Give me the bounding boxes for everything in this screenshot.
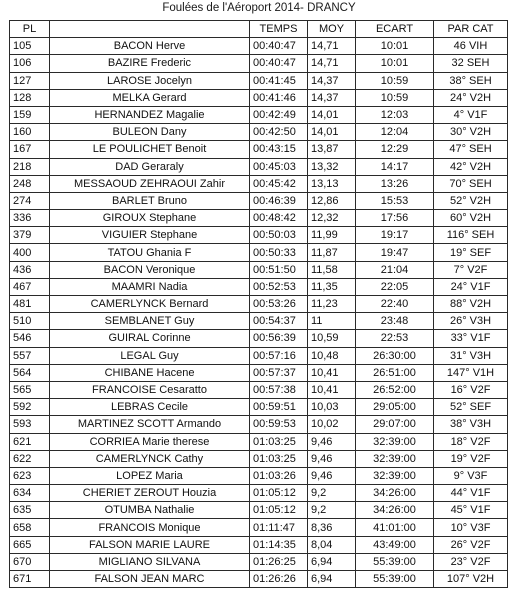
cell-moy: 8,04 xyxy=(308,536,356,553)
table-row xyxy=(10,330,508,347)
cell-ecart: 26:51:00 xyxy=(356,364,434,381)
table-row xyxy=(10,313,508,330)
cell-par-cat: 147° V1H xyxy=(434,364,508,381)
cell-ecart: 10:01 xyxy=(356,55,434,72)
cell-name: MESSAOUD ZEHRAOUI Zahir xyxy=(50,175,250,192)
cell-name: FALSON MARIE LAURE xyxy=(50,536,250,553)
cell-par-cat: 52° SEF xyxy=(434,399,508,416)
cell-temps: 00:40:47 xyxy=(250,38,308,55)
cell-moy: 13,32 xyxy=(308,158,356,175)
cell-moy: 6,94 xyxy=(308,571,356,588)
cell-pl: 467 xyxy=(10,278,50,295)
cell-temps: 00:56:39 xyxy=(250,330,308,347)
table-row xyxy=(10,450,508,467)
cell-ecart: 32:39:00 xyxy=(356,450,434,467)
cell-temps: 01:03:26 xyxy=(250,467,308,484)
cell-par-cat: 42° V2H xyxy=(434,158,508,175)
cell-name: LAROSE Jocelyn xyxy=(50,72,250,89)
cell-temps: 01:03:25 xyxy=(250,433,308,450)
header-pl: PL xyxy=(10,21,50,38)
cell-ecart: 13:26 xyxy=(356,175,434,192)
cell-par-cat: 31° V3H xyxy=(434,347,508,364)
cell-ecart: 26:30:00 xyxy=(356,347,434,364)
cell-ecart: 10:59 xyxy=(356,89,434,106)
table-row xyxy=(10,416,508,433)
cell-temps: 00:59:53 xyxy=(250,416,308,433)
table-row xyxy=(10,536,508,553)
cell-temps: 00:42:49 xyxy=(250,106,308,123)
cell-temps: 00:54:37 xyxy=(250,313,308,330)
cell-temps: 00:57:16 xyxy=(250,347,308,364)
cell-name: CAMERLYNCK Cathy xyxy=(50,450,250,467)
table-row xyxy=(10,553,508,570)
cell-par-cat: 47° SEH xyxy=(434,141,508,158)
cell-par-cat: 4° V1F xyxy=(434,106,508,123)
cell-pl: 623 xyxy=(10,467,50,484)
cell-name: MAAMRI Nadia xyxy=(50,278,250,295)
cell-ecart: 26:52:00 xyxy=(356,381,434,398)
table-row xyxy=(10,89,508,106)
cell-moy: 14,01 xyxy=(308,124,356,141)
table-row xyxy=(10,141,508,158)
cell-par-cat: 32 SEH xyxy=(434,55,508,72)
table-row xyxy=(10,210,508,227)
cell-temps: 00:57:37 xyxy=(250,364,308,381)
table-row xyxy=(10,244,508,261)
cell-moy: 10,03 xyxy=(308,399,356,416)
cell-ecart: 19:17 xyxy=(356,227,434,244)
header-row xyxy=(10,21,508,38)
cell-par-cat: 107° V2H xyxy=(434,571,508,588)
cell-name: CHIBANE Hacene xyxy=(50,364,250,381)
table-row xyxy=(10,571,508,588)
cell-temps: 01:05:12 xyxy=(250,502,308,519)
cell-ecart: 22:05 xyxy=(356,278,434,295)
cell-ecart: 14:17 xyxy=(356,158,434,175)
cell-moy: 11,87 xyxy=(308,244,356,261)
table-row xyxy=(10,381,508,398)
cell-ecart: 29:05:00 xyxy=(356,399,434,416)
cell-par-cat: 52° V2H xyxy=(434,192,508,209)
cell-par-cat: 116° SEH xyxy=(434,227,508,244)
cell-moy: 14,71 xyxy=(308,38,356,55)
cell-name: BACON Veronique xyxy=(50,261,250,278)
table-row xyxy=(10,467,508,484)
table-row xyxy=(10,106,508,123)
table-row xyxy=(10,55,508,72)
cell-pl: 564 xyxy=(10,364,50,381)
cell-ecart: 32:39:00 xyxy=(356,467,434,484)
cell-pl: 436 xyxy=(10,261,50,278)
cell-par-cat: 38° SEH xyxy=(434,72,508,89)
cell-temps: 00:50:33 xyxy=(250,244,308,261)
cell-name: GIROUX Stephane xyxy=(50,210,250,227)
cell-moy: 9,2 xyxy=(308,502,356,519)
cell-moy: 10,41 xyxy=(308,381,356,398)
cell-moy: 14,71 xyxy=(308,55,356,72)
cell-ecart: 12:03 xyxy=(356,106,434,123)
cell-moy: 11,58 xyxy=(308,261,356,278)
cell-moy: 14,37 xyxy=(308,89,356,106)
cell-moy: 10,02 xyxy=(308,416,356,433)
cell-name: LOPEZ Maria xyxy=(50,467,250,484)
cell-ecart: 41:01:00 xyxy=(356,519,434,536)
cell-name: MIGLIANO SILVANA xyxy=(50,553,250,570)
cell-moy: 9,46 xyxy=(308,433,356,450)
cell-temps: 00:42:50 xyxy=(250,124,308,141)
cell-moy: 12,32 xyxy=(308,210,356,227)
cell-pl: 670 xyxy=(10,553,50,570)
cell-name: DAD Geraraly xyxy=(50,158,250,175)
cell-par-cat: 24° V2H xyxy=(434,89,508,106)
table-row xyxy=(10,433,508,450)
cell-moy: 10,41 xyxy=(308,364,356,381)
table-row xyxy=(10,519,508,536)
cell-temps: 01:11:47 xyxy=(250,519,308,536)
cell-pl: 159 xyxy=(10,106,50,123)
cell-name: CHERIET ZEROUT Houzia xyxy=(50,485,250,502)
cell-par-cat: 70° SEH xyxy=(434,175,508,192)
cell-temps: 00:52:53 xyxy=(250,278,308,295)
cell-temps: 01:26:26 xyxy=(250,571,308,588)
cell-pl: 593 xyxy=(10,416,50,433)
cell-par-cat: 16° V2F xyxy=(434,381,508,398)
cell-moy: 10,48 xyxy=(308,347,356,364)
cell-pl: 128 xyxy=(10,89,50,106)
table-row xyxy=(10,72,508,89)
cell-ecart: 22:40 xyxy=(356,296,434,313)
cell-par-cat: 33° V1F xyxy=(434,330,508,347)
cell-temps: 01:03:25 xyxy=(250,450,308,467)
cell-par-cat: 30° V2H xyxy=(434,124,508,141)
cell-par-cat: 60° V2H xyxy=(434,210,508,227)
cell-name: MARTINEZ SCOTT Armando xyxy=(50,416,250,433)
cell-temps: 00:40:47 xyxy=(250,55,308,72)
cell-par-cat: 10° V3F xyxy=(434,519,508,536)
cell-moy: 14,37 xyxy=(308,72,356,89)
cell-moy: 8,36 xyxy=(308,519,356,536)
results-body xyxy=(10,38,508,588)
cell-par-cat: 45° V1F xyxy=(434,502,508,519)
header-moy: MOY xyxy=(308,21,356,38)
cell-pl: 622 xyxy=(10,450,50,467)
header-par-cat: PAR CAT xyxy=(434,21,508,38)
table-row xyxy=(10,192,508,209)
cell-moy: 13,13 xyxy=(308,175,356,192)
cell-ecart: 29:07:00 xyxy=(356,416,434,433)
cell-temps: 00:48:42 xyxy=(250,210,308,227)
cell-par-cat: 46 VIH xyxy=(434,38,508,55)
cell-name: FRANCOISE Cesaratto xyxy=(50,381,250,398)
cell-name: FALSON JEAN MARC xyxy=(50,571,250,588)
cell-par-cat: 44° V1F xyxy=(434,485,508,502)
cell-ecart: 19:47 xyxy=(356,244,434,261)
cell-ecart: 55:39:00 xyxy=(356,553,434,570)
cell-temps: 00:57:38 xyxy=(250,381,308,398)
cell-name: LEGAL Guy xyxy=(50,347,250,364)
table-row xyxy=(10,158,508,175)
cell-temps: 00:51:50 xyxy=(250,261,308,278)
cell-temps: 00:41:46 xyxy=(250,89,308,106)
cell-pl: 557 xyxy=(10,347,50,364)
cell-name: MELKA Gerard xyxy=(50,89,250,106)
cell-pl: 546 xyxy=(10,330,50,347)
cell-ecart: 12:29 xyxy=(356,141,434,158)
cell-pl: 106 xyxy=(10,55,50,72)
cell-moy: 9,2 xyxy=(308,485,356,502)
cell-moy: 11,99 xyxy=(308,227,356,244)
cell-pl: 634 xyxy=(10,485,50,502)
cell-name: BARLET Bruno xyxy=(50,192,250,209)
cell-pl: 336 xyxy=(10,210,50,227)
cell-par-cat: 26° V2F xyxy=(434,536,508,553)
cell-name: BACON Herve xyxy=(50,38,250,55)
cell-par-cat: 9° V3F xyxy=(434,467,508,484)
cell-name: HERNANDEZ Magalie xyxy=(50,106,250,123)
cell-ecart: 43:49:00 xyxy=(356,536,434,553)
cell-temps: 01:05:12 xyxy=(250,485,308,502)
cell-name: GUIRAL Corinne xyxy=(50,330,250,347)
cell-par-cat: 19° V2F xyxy=(434,450,508,467)
cell-temps: 00:45:42 xyxy=(250,175,308,192)
cell-ecart: 34:26:00 xyxy=(356,502,434,519)
table-row xyxy=(10,124,508,141)
cell-temps: 00:45:03 xyxy=(250,158,308,175)
cell-temps: 01:26:25 xyxy=(250,553,308,570)
cell-ecart: 23:48 xyxy=(356,313,434,330)
cell-moy: 9,46 xyxy=(308,450,356,467)
cell-ecart: 17:56 xyxy=(356,210,434,227)
cell-ecart: 10:59 xyxy=(356,72,434,89)
cell-ecart: 21:04 xyxy=(356,261,434,278)
cell-pl: 160 xyxy=(10,124,50,141)
cell-name: SEMBLANET Guy xyxy=(50,313,250,330)
cell-ecart: 32:39:00 xyxy=(356,433,434,450)
table-row xyxy=(10,38,508,55)
cell-pl: 481 xyxy=(10,296,50,313)
cell-name: FRANCOIS Monique xyxy=(50,519,250,536)
cell-par-cat: 38° V3H xyxy=(434,416,508,433)
cell-moy: 14,01 xyxy=(308,106,356,123)
cell-par-cat: 19° SEF xyxy=(434,244,508,261)
cell-ecart: 22:53 xyxy=(356,330,434,347)
cell-moy: 12,86 xyxy=(308,192,356,209)
table-row xyxy=(10,296,508,313)
cell-temps: 00:41:45 xyxy=(250,72,308,89)
cell-ecart: 15:53 xyxy=(356,192,434,209)
cell-temps: 00:53:26 xyxy=(250,296,308,313)
header-name xyxy=(50,21,250,38)
table-row xyxy=(10,278,508,295)
cell-name: LEBRAS Cecile xyxy=(50,399,250,416)
header-temps: TEMPS xyxy=(250,21,308,38)
cell-pl: 592 xyxy=(10,399,50,416)
cell-pl: 127 xyxy=(10,72,50,89)
table-row xyxy=(10,399,508,416)
cell-pl: 400 xyxy=(10,244,50,261)
cell-name: CAMERLYNCK Bernard xyxy=(50,296,250,313)
cell-name: OTUMBA Nathalie xyxy=(50,502,250,519)
cell-par-cat: 18° V2F xyxy=(434,433,508,450)
cell-moy: 10,59 xyxy=(308,330,356,347)
cell-pl: 510 xyxy=(10,313,50,330)
cell-name: VIGUIER Stephane xyxy=(50,227,250,244)
cell-ecart: 55:39:00 xyxy=(356,571,434,588)
cell-pl: 565 xyxy=(10,381,50,398)
cell-pl: 635 xyxy=(10,502,50,519)
table-row xyxy=(10,227,508,244)
cell-par-cat: 23° V2F xyxy=(434,553,508,570)
cell-pl: 621 xyxy=(10,433,50,450)
cell-name: CORRIEA Marie therese xyxy=(50,433,250,450)
cell-par-cat: 26° V3H xyxy=(434,313,508,330)
cell-moy: 11,23 xyxy=(308,296,356,313)
cell-par-cat: 88° V2H xyxy=(434,296,508,313)
cell-ecart: 10:01 xyxy=(356,38,434,55)
cell-pl: 167 xyxy=(10,141,50,158)
cell-name: TATOU Ghania F xyxy=(50,244,250,261)
table-row xyxy=(10,175,508,192)
cell-pl: 274 xyxy=(10,192,50,209)
cell-pl: 671 xyxy=(10,571,50,588)
cell-pl: 658 xyxy=(10,519,50,536)
cell-moy: 6,94 xyxy=(308,553,356,570)
cell-pl: 105 xyxy=(10,38,50,55)
cell-par-cat: 7° V2F xyxy=(434,261,508,278)
cell-pl: 379 xyxy=(10,227,50,244)
cell-pl: 248 xyxy=(10,175,50,192)
cell-name: LE POULICHET Benoit xyxy=(50,141,250,158)
page-title: Foulées de l'Aéroport 2014- DRANCY xyxy=(162,2,356,14)
cell-temps: 01:14:35 xyxy=(250,536,308,553)
table-row xyxy=(10,502,508,519)
cell-moy: 11 xyxy=(308,313,356,330)
cell-ecart: 34:26:00 xyxy=(356,485,434,502)
cell-ecart: 12:04 xyxy=(356,124,434,141)
cell-pl: 218 xyxy=(10,158,50,175)
table-row xyxy=(10,485,508,502)
cell-temps: 00:46:39 xyxy=(250,192,308,209)
cell-temps: 00:59:51 xyxy=(250,399,308,416)
table-row xyxy=(10,347,508,364)
cell-moy: 13,87 xyxy=(308,141,356,158)
cell-par-cat: 24° V1F xyxy=(434,278,508,295)
cell-moy: 11,35 xyxy=(308,278,356,295)
cell-temps: 00:50:03 xyxy=(250,227,308,244)
results-table xyxy=(9,20,508,588)
table-row xyxy=(10,261,508,278)
cell-moy: 9,46 xyxy=(308,467,356,484)
table-row xyxy=(10,364,508,381)
cell-name: BULEON Dany xyxy=(50,124,250,141)
cell-pl: 665 xyxy=(10,536,50,553)
header-ecart: ECART xyxy=(356,21,434,38)
cell-name: BAZIRE Frederic xyxy=(50,55,250,72)
cell-temps: 00:43:15 xyxy=(250,141,308,158)
